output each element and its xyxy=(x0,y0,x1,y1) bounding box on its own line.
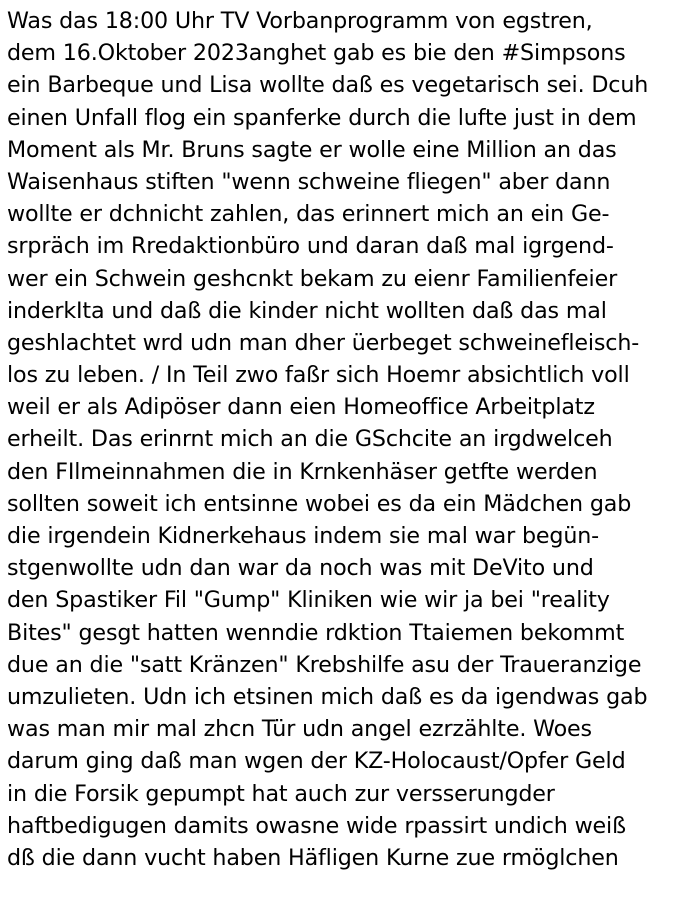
text-line: due an die "satt Kränzen" Krebshilfe asu der Traueranzige xyxy=(7,651,642,678)
text-line: den FIlmeinnahmen die in Krnkenhäser getfte werden xyxy=(7,458,598,485)
text-line: in die Forsik gepumpt hat auch zur versserungder xyxy=(7,780,555,807)
text-line: dem 16.Oktober 2023anghet gab es bie den #Simpsons xyxy=(7,40,626,67)
text-line: stgenwollte udn dan war da noch was mit DeVito und xyxy=(7,555,594,582)
text-line: ein Barbeque und Lisa wollte daß es vegetarisch sei. Dcuh xyxy=(7,72,649,99)
text-line: Bites" gesgt hatten wenndie rdktion Ttaiemen bekommt xyxy=(7,619,625,646)
document-text xyxy=(7,5,682,874)
text-line: los zu leben. / In Teil zwo faßr sich Hoemr absichtlich voll xyxy=(7,362,630,389)
text-line: was man mir mal zhcn Tür udn angel ezrzählte. Woes xyxy=(7,716,592,743)
text-line: den Spastiker Fil "Gump" Kliniken wie wir ja bei "reality xyxy=(7,587,610,614)
text-line: geshlachtet wrd udn man dher üerbeget schweinefleisch- xyxy=(7,329,640,356)
text-line: erheilt. Das erinrnt mich an die GSchcite an irgdwelceh xyxy=(7,426,613,453)
text-line: einen Unfall flog ein spanferke durch die lufte just in dem xyxy=(7,104,637,131)
text-line: weil er als Adipöser dann eien Homeoffice Arbeitplatz xyxy=(7,394,595,421)
text-line: die irgendein Kidnerkehaus indem sie mal war begün- xyxy=(7,523,600,549)
text-line: sollten soweit ich entsinne wobei es da ein Mädchen gab xyxy=(7,490,632,517)
text-line: Moment als Mr. Bruns sagte er wolle eine Million an das xyxy=(7,136,617,163)
text-line: wollte er dchnicht zahlen, das erinnert mich an ein Ge- xyxy=(7,201,610,228)
text-line: wer ein Schwein geshcnkt bekam zu eienr Familienfeier xyxy=(7,265,618,292)
text-line: Was das 18:00 Uhr TV Vorbanprogramm von egstren, xyxy=(7,8,593,34)
text-line: umzulieten. Udn ich etsinen mich daß es da igendwas gab xyxy=(7,683,648,710)
text-line: srpräch im Rredaktionbüro und daran daß mal igrgend- xyxy=(7,233,614,260)
text-line: Waisenhaus stiften "wenn schweine fliegen" aber dann xyxy=(7,168,611,195)
text-line: dß die dann vucht haben Häfligen Kurne zue rmöglchen xyxy=(7,844,619,871)
text-line: darum ging daß man wgen der KZ-Holocaust/Opfer Geld xyxy=(7,748,626,775)
text-line: inderkIta und daß die kinder nicht wollten daß das mal xyxy=(7,297,607,324)
text-line: haftbedigugen damits owasne wide rpassirt undich weiß xyxy=(7,812,626,839)
